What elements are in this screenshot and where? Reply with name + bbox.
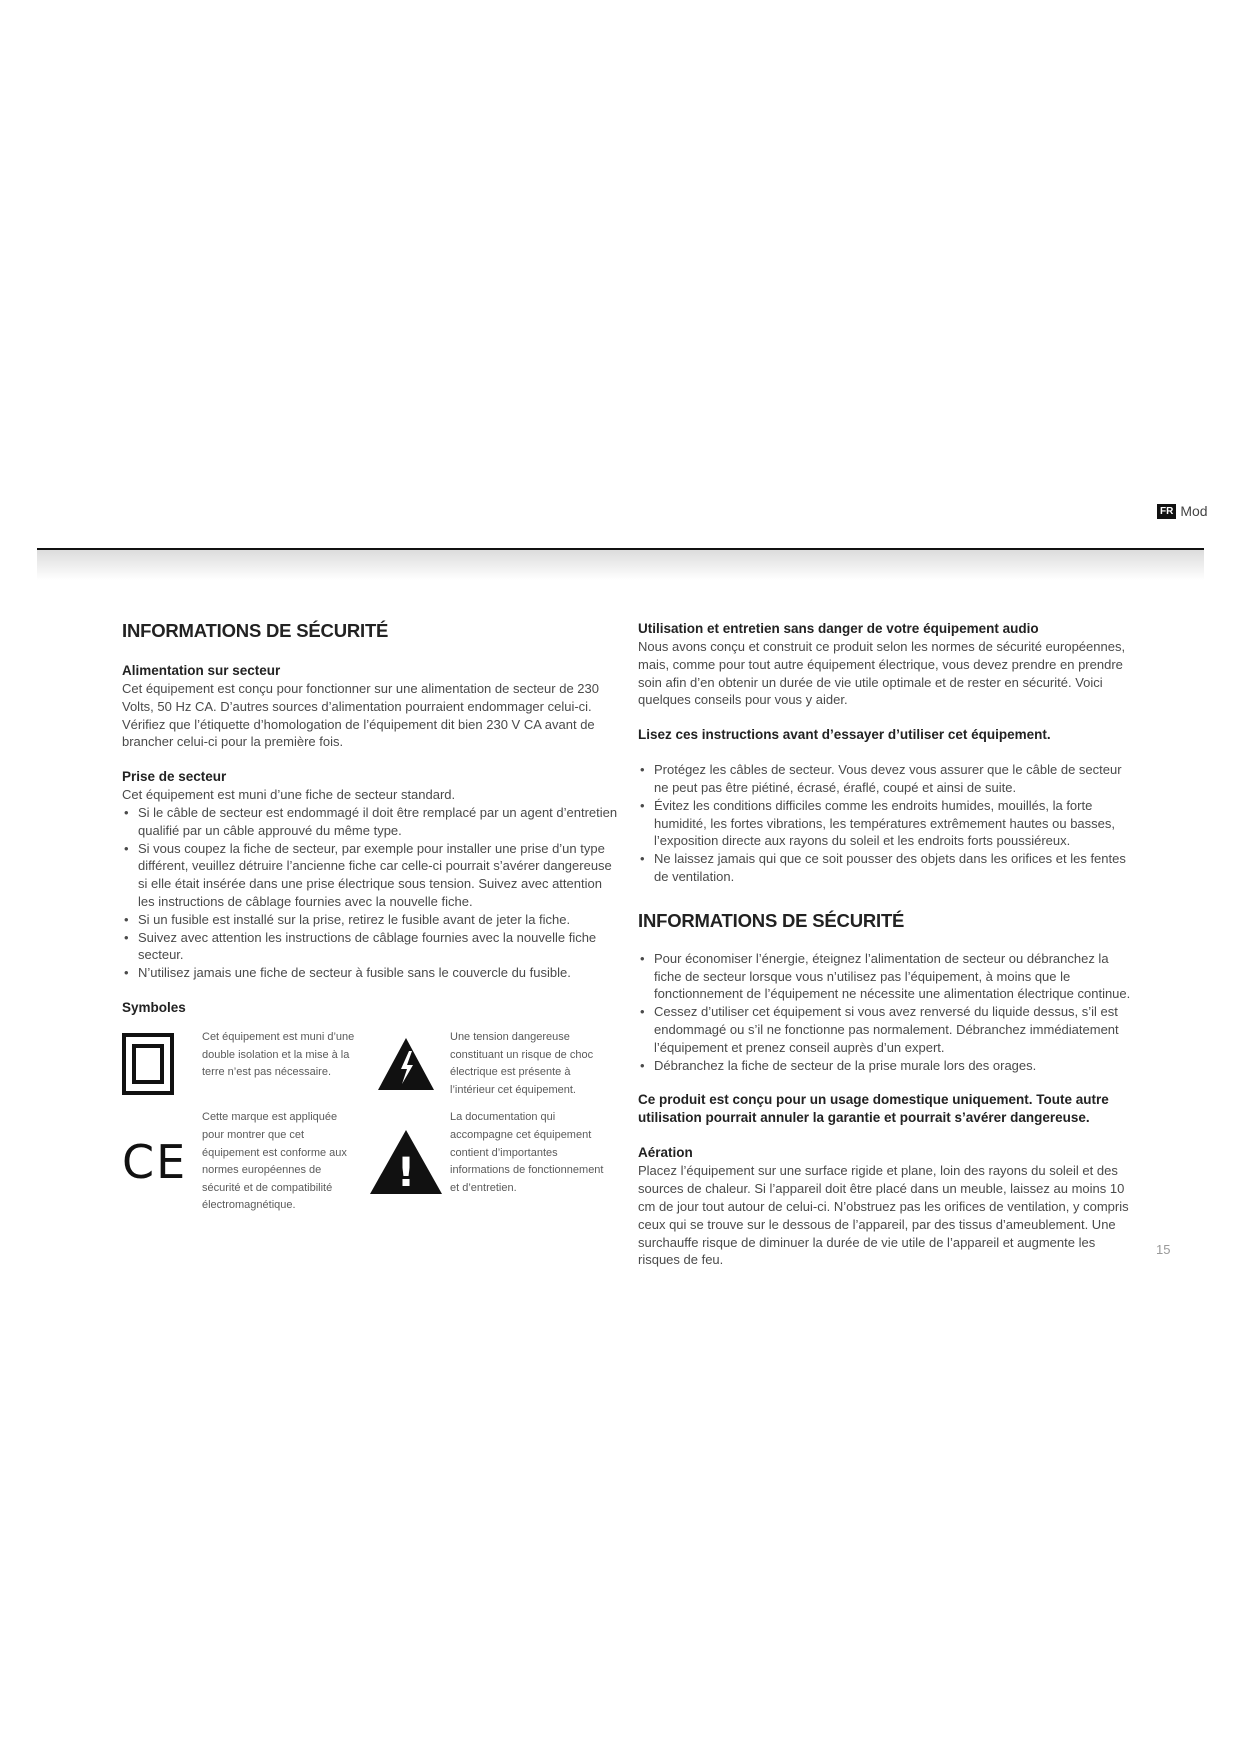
dangerous-voltage-text: Une tension dangereuse constituant un risque de choc électrique est présente à l’intérieur cet équipement. bbox=[450, 1030, 594, 1096]
page-title: INFORMATIONS DE SÉCURITÉ bbox=[122, 620, 389, 641]
list-item: • Pour économiser l’énergie, éteignez l’alimentation de secteur ou débranchez la fiche de secteur lorsque vous n’utilisez pas l’équipement, à moins que le fonctionnement de l’équipement ne nécessite une alimentation électrique continue. bbox=[638, 950, 1138, 1003]
ce-mark-glyph: CE bbox=[122, 1135, 188, 1190]
language-badge: FR bbox=[1157, 504, 1176, 519]
list-item: • N’utilisez jamais une fiche de secteur à fusible sans le couvercle du fusible. bbox=[122, 964, 618, 982]
right-column bbox=[638, 620, 1138, 1269]
ce-mark-icon bbox=[122, 1109, 202, 1215]
list-item: • Suivez avec attention les instructions de câblage fournies avec la nouvelle fiche secteur. bbox=[122, 929, 618, 965]
plug-heading: Prise de secteur bbox=[122, 769, 227, 785]
ventilation-text: Placez l’équipement sur une surface rigide et plane, loin des rayons du soleil et des sources de chaleur. Si l’appareil doit être placé dans un meuble, laissez au moins 10 cm de jour tout autour de celui-ci. N’obstruez pas les orifices de ventilation, y compris ceux qui se trouve sur le dessous de l’appareil, par des tissus d’ameublement. Une surchauffe risque de diminuer la durée de vie utile de l’appareil et augmente les risques de feu. bbox=[638, 1163, 1129, 1268]
ventilation-heading: Aération bbox=[638, 1145, 693, 1161]
lightning-warning-icon bbox=[362, 1029, 450, 1099]
ce-mark-text: Cette marque est appliquée pour montrer que cet équipement est conforme aux normes européennes de sécurité et de compatibilité électromagnétique. bbox=[202, 1111, 347, 1212]
read-instructions-notice: Lisez ces instructions avant d’essayer d’utiliser cet équipement. bbox=[638, 727, 1051, 743]
list-item: • Si un fusible est installé sur la prise, retirez le fusible avant de jeter la fiche. bbox=[122, 911, 618, 929]
caution-icon bbox=[362, 1109, 450, 1215]
caution-glyph: ! bbox=[396, 1150, 416, 1197]
list-item: • Évitez les conditions difficiles comme les endroits humides, mouillés, la forte humidité, les fortes vibrations, les températures extrêmement hautes ou basses, l’exposition directe aux rayons du soleil et les endroits forts poussiéreux. bbox=[638, 797, 1138, 850]
plug-intro: Cet équipement est muni d’une fiche de secteur standard. bbox=[122, 787, 456, 803]
audio-text: Nous avons conçu et construit ce produit selon les normes de sécurité européennes, mais, comme pour tout autre équipement électrique, vous devez prendre en prendre soin afin d’en obtenir un durée de vie utile optimale et de rester en sécurité. Voici quelques conseils pour vous y aider. bbox=[638, 639, 1126, 708]
left-column bbox=[122, 620, 618, 1215]
double-insulation-text: Cet équipement est muni d’une double isolation et la mise à la terre n’est pas nécessaire. bbox=[202, 1030, 355, 1079]
symbols-heading: Symboles bbox=[122, 999, 186, 1015]
power-heading: Alimentation sur secteur bbox=[122, 663, 281, 678]
read-instructions-list bbox=[638, 761, 1138, 886]
documentation-text: La documentation qui accompagne cet équipement contient d’importantes informations de fonctionnement et d’entretien. bbox=[450, 1111, 604, 1194]
plug-list bbox=[122, 804, 618, 982]
audio-heading: Utilisation et entretien sans danger de votre équipement audio bbox=[638, 621, 1039, 636]
list-item: • Si le câble de secteur est endommagé il doit être remplacé par un agent d’entretien qualifié par un câble approuvé du même type. bbox=[122, 804, 618, 840]
model-label: Mod bbox=[1180, 503, 1208, 519]
page-number: 15 bbox=[1156, 1242, 1171, 1257]
list-item: • Cessez d’utiliser cet équipement si vous avez renversé du liquide dessus, s’il est endommagé ou s’il ne fonctionne pas normalement. Débranchez immédiatement l’équipement et prenez conseil auprès d’un expert. bbox=[638, 1003, 1138, 1056]
double-insulation-icon bbox=[122, 1029, 202, 1099]
list-item: • Protégez les câbles de secteur. Vous devez vous assurer que le câble de secteur ne peut pas être piétiné, écrasé, éraflé, coupé et ainsi de suite. bbox=[638, 761, 1138, 797]
section-title: INFORMATIONS DE SÉCURITÉ bbox=[638, 909, 905, 931]
domestic-use-notice: Ce produit est conçu pour un usage domestique uniquement. Toute autre utilisation pourrait annuler la garantie et pourrait s’avérer dangereuse. bbox=[638, 1092, 1109, 1126]
safety-list bbox=[638, 950, 1138, 1075]
power-text: Cet équipement est conçu pour fonctionner sur une alimentation de secteur de 230 Volts, 50 Hz CA. D’autres sources d’alimentation pourraient endommager celui-ci. Vérifiez que l’étiquette d’homologation de l’équipement dit bien 230 V CA avant de brancher celui-ci pour la première fois. bbox=[122, 681, 599, 750]
symbols-grid bbox=[122, 1029, 618, 1215]
language-indicator bbox=[1157, 503, 1208, 519]
list-item: • Si vous coupez la fiche de secteur, par exemple pour installer une prise d’un type différent, veuillez détruire l’ancienne fiche car celle-ci pourrait s’avérer dangereuse si elle était insérée dans une prise électrique sous tension. Suivez avec attention les instructions de câblage fournies avec la nouvelle fiche. bbox=[122, 840, 618, 911]
header-rule-shadow bbox=[37, 550, 1204, 580]
list-item: • Débranchez la fiche de secteur de la prise murale lors des orages. bbox=[638, 1057, 1138, 1075]
list-item: • Ne laissez jamais qui que ce soit pousser des objets dans les orifices et les fentes de ventilation. bbox=[638, 850, 1138, 886]
